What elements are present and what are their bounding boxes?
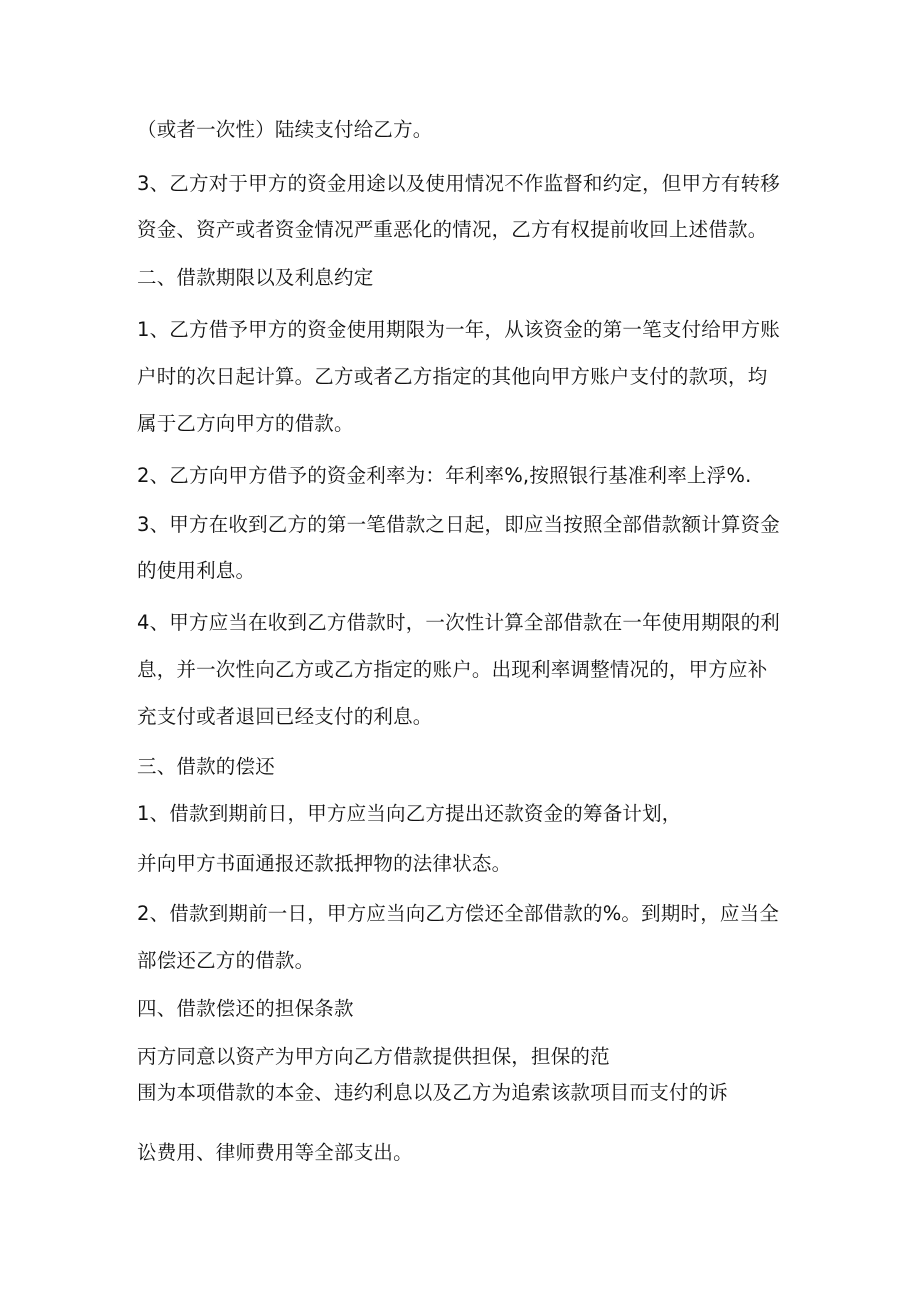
text-line: 2、借款到期前一日，甲方应当向乙方偿还全部借款的%。到期时，应当全 xyxy=(137,902,780,925)
text-line: 1、乙方借予甲方的资金使用期限为一年，从该资金的第一笔支付给甲方账 xyxy=(137,318,781,341)
text-line: 丙方同意以资产为甲方向乙方借款提供担保，担保的范 xyxy=(137,1045,610,1068)
text-line: 并向甲方书面通报还款抵押物的法律状态。 xyxy=(137,852,512,875)
section-heading: 三、借款的偿还 xyxy=(137,755,275,778)
text-line: 的使用利息。 xyxy=(137,559,256,582)
text-line: 部偿还乙方的借款。 xyxy=(137,949,315,972)
text-line: 2、乙方向甲方借予的资金利率为：年利率%,按照银行基准利率上浮%. xyxy=(137,464,752,487)
text-line: 属于乙方向甲方的借款。 xyxy=(137,412,354,435)
section-heading: 四、借款偿还的担保条款 xyxy=(137,997,354,1020)
text-line: 讼费用、律师费用等全部支出。 xyxy=(137,1141,413,1164)
text-line: 户时的次日起计算。乙方或者乙方指定的其他向甲方账户支付的款项，均 xyxy=(137,365,768,388)
text-line: 3、甲方在收到乙方的第一笔借款之日起，即应当按照全部借款额计算资金 xyxy=(137,513,781,536)
text-line: 充支付或者退回已经支付的利息。 xyxy=(137,705,433,728)
text-line: （或者一次性）陆续支付给乙方。 xyxy=(137,118,433,141)
text-line: 围为本项借款的本金、违约利息以及乙方为追索该款项目而支付的诉 xyxy=(137,1081,729,1104)
text-line: 4、甲方应当在收到乙方借款时，一次性计算全部借款在一年使用期限的利 xyxy=(137,611,781,634)
text-line: 资金、资产或者资金情况严重恶化的情况，乙方有权提前收回上述借款。 xyxy=(137,218,768,241)
text-line: 1、借款到期前日，甲方应当向乙方提出还款资金的筹备计划， xyxy=(137,802,682,825)
section-heading: 二、借款期限以及利息约定 xyxy=(137,266,374,289)
text-line: 3、乙方对于甲方的资金用途以及使用情况不作监督和约定，但甲方有转移 xyxy=(137,172,781,195)
text-line: 息，并一次性向乙方或乙方指定的账户。出现利率调整情况的，甲方应补 xyxy=(137,658,768,681)
